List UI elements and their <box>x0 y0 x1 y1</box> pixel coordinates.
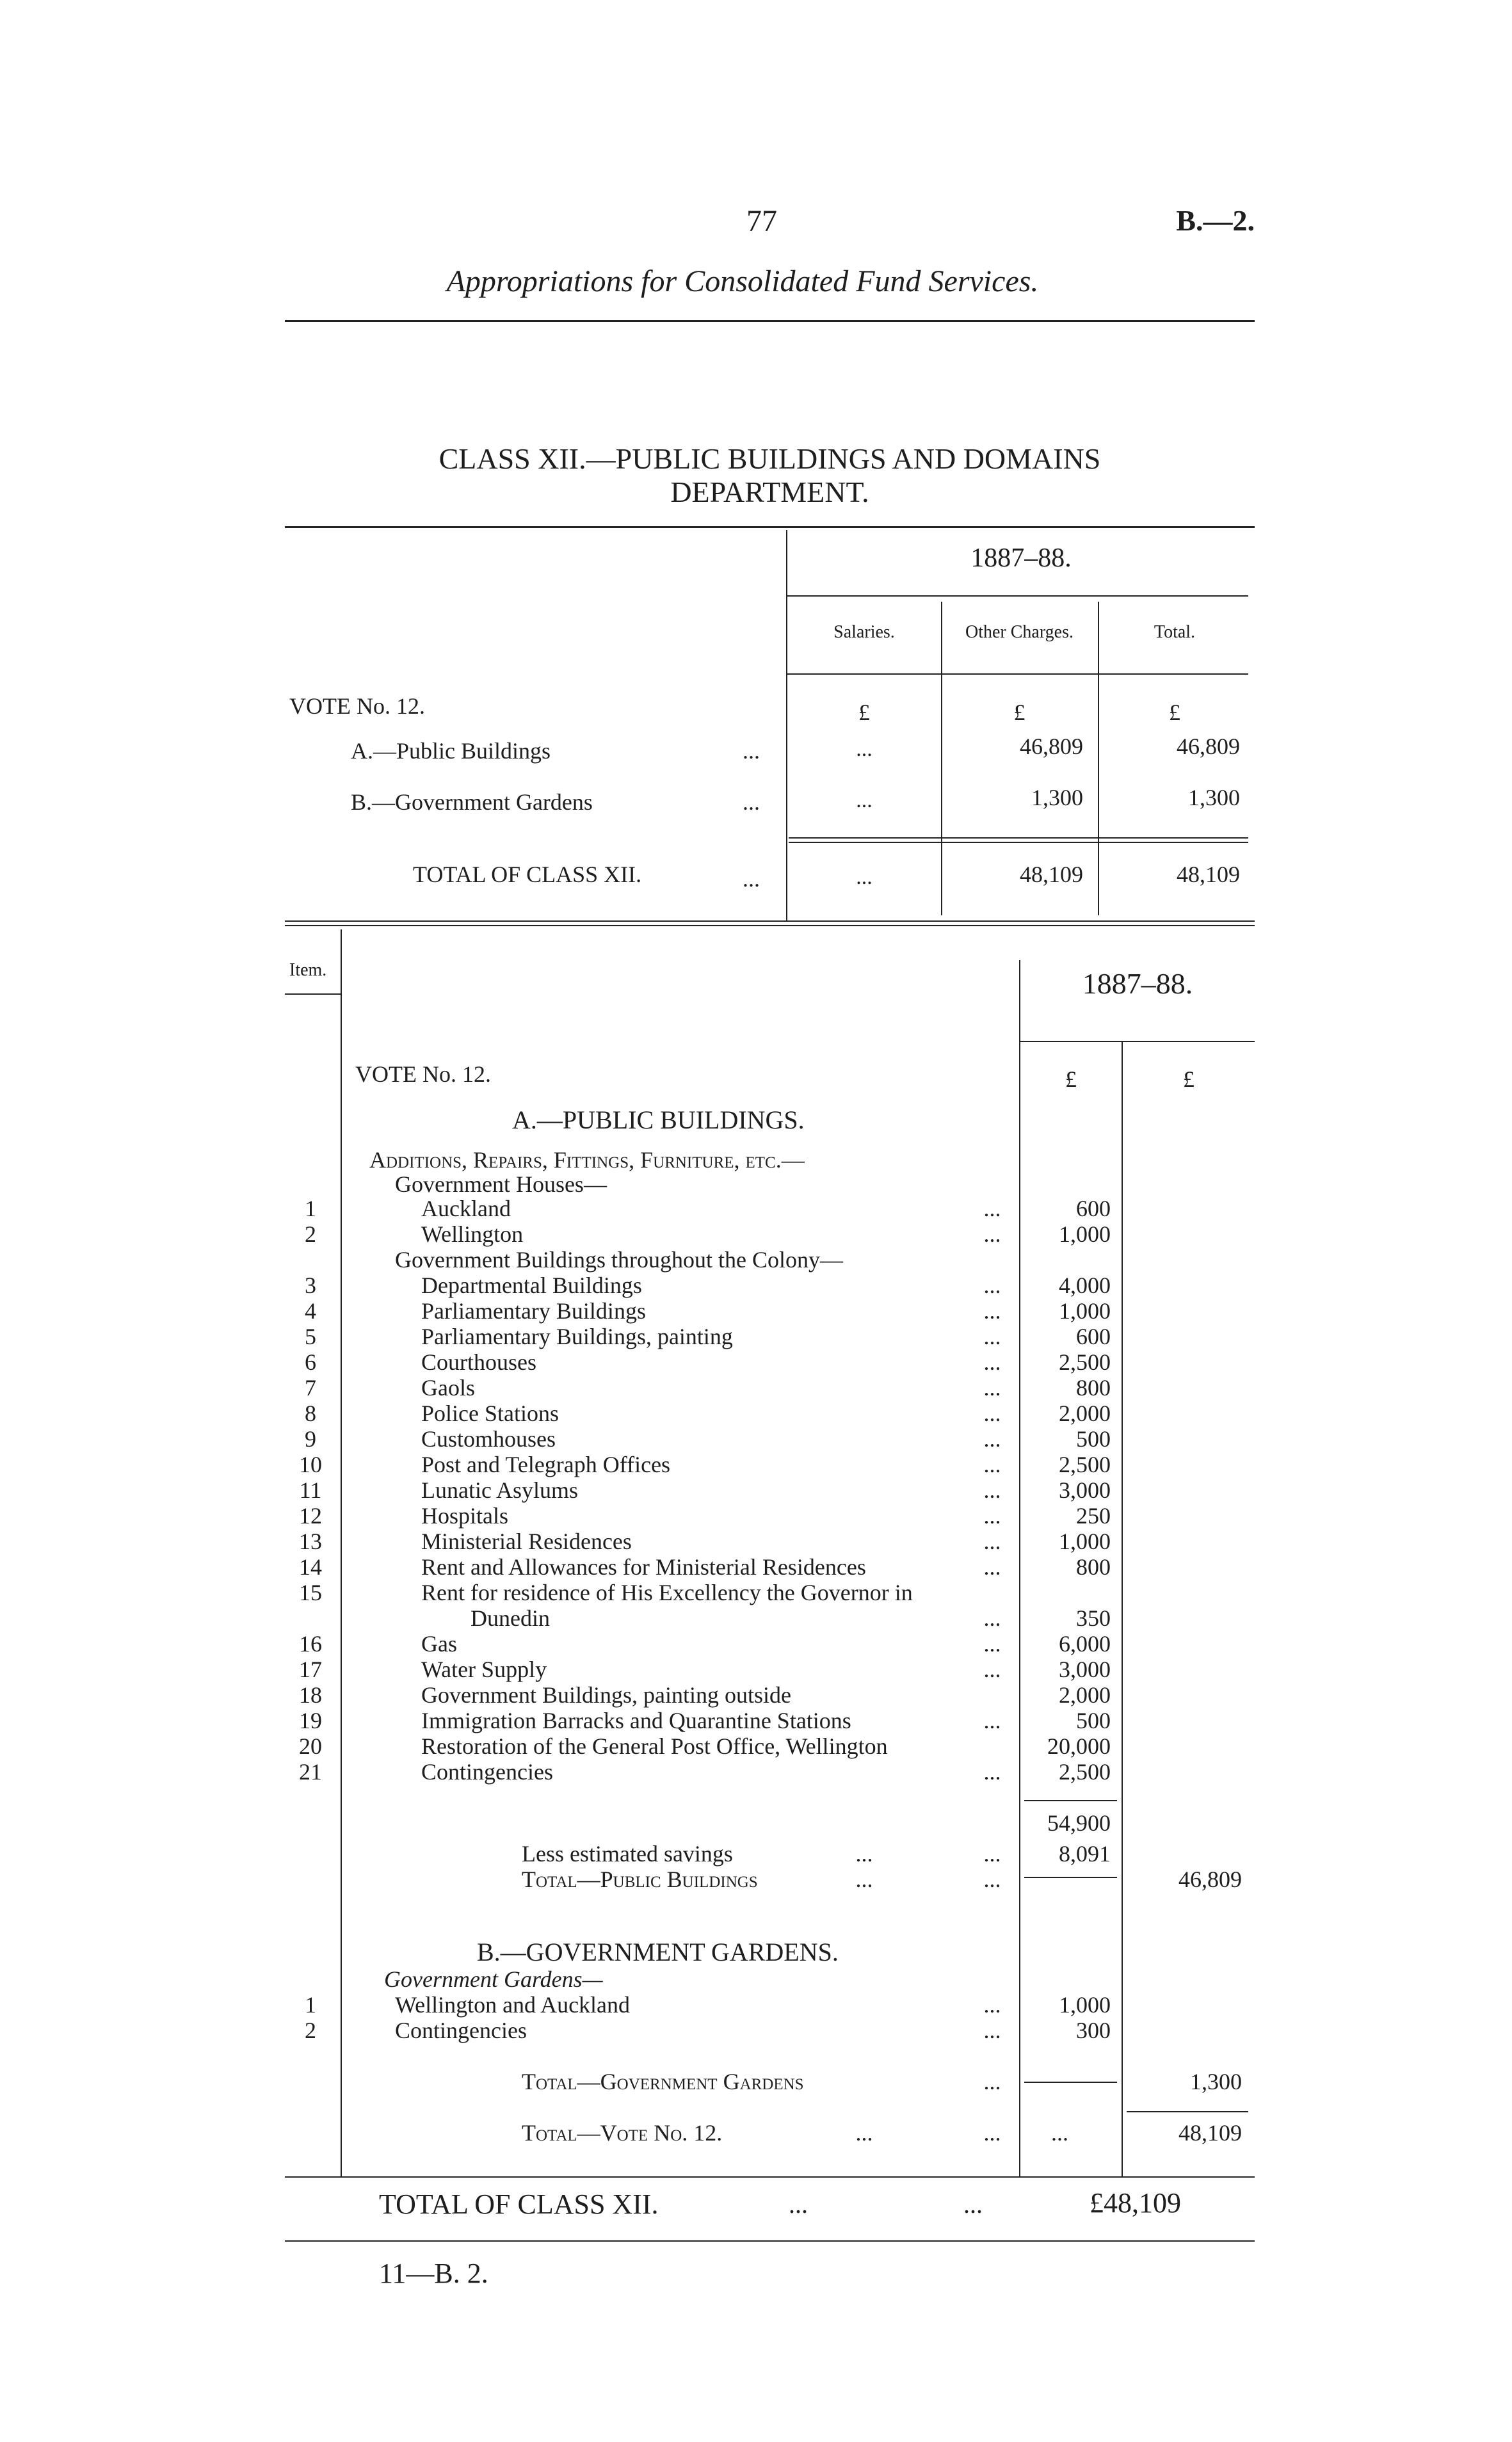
page-reference: 11—B. 2. <box>379 2258 488 2289</box>
list-item <box>0 1992 1255 2018</box>
leader-dots: ... <box>983 2018 1001 2043</box>
item-number: 10 <box>299 1452 322 1477</box>
item-label: Hospitals <box>421 1503 509 1529</box>
item-number: 16 <box>299 1631 322 1657</box>
summary-total-dots: ... <box>743 866 760 892</box>
list-item <box>0 1733 1255 1759</box>
running-title: Appropriations for Consolidated Fund Services. <box>446 264 1039 298</box>
vote-title: VOTE No. 12. <box>355 1061 491 1087</box>
footer-rule <box>285 2240 1255 2242</box>
item-amount: 500 <box>1076 1708 1111 1733</box>
section-a-heading: Additions, Repairs, Fittings, Furniture, etc.— <box>369 1147 805 1173</box>
leader-dots: ... <box>983 1867 1001 1892</box>
total-public-buildings-row <box>0 1867 1255 1892</box>
list-item <box>0 1349 1255 1375</box>
total-gardens-label: Total—Government Gardens <box>522 2069 804 2094</box>
leader-dots: ... <box>983 1401 1001 1426</box>
leader-dots: ... <box>983 1708 1001 1733</box>
section-a-title: A.—PUBLIC BUILDINGS. <box>512 1105 805 1134</box>
list-item <box>0 1759 1255 1785</box>
item-number: 2 <box>305 2018 316 2043</box>
total-public-buildings-amount: 46,809 <box>1178 1867 1242 1892</box>
leader-dots: ... <box>983 1759 1001 1785</box>
item-amount: 3,000 <box>1059 1477 1111 1503</box>
summary-row-salaries: ... <box>856 737 873 761</box>
leader-dots: ... <box>983 1631 1001 1657</box>
item-amount: 2,500 <box>1059 1349 1111 1375</box>
item-amount: 1,000 <box>1059 1529 1111 1554</box>
item-label: Gas <box>421 1631 457 1657</box>
item-amount: 800 <box>1076 1554 1111 1580</box>
leader-dots: ... <box>983 1349 1001 1375</box>
item-label: Gaols <box>421 1375 475 1401</box>
item-amount: 600 <box>1076 1324 1111 1349</box>
item-amount: 500 <box>1076 1426 1111 1452</box>
item-label: Rent and Allowances for Ministerial Residences <box>421 1554 866 1580</box>
item-number: 20 <box>299 1733 322 1759</box>
currency-symbol: £ <box>1065 1066 1077 1092</box>
total-gardens-amount: 1,300 <box>1190 2069 1242 2094</box>
item-amount: 800 <box>1076 1375 1111 1401</box>
item-amount: 1,000 <box>1059 1992 1111 2018</box>
currency-symbol: £ <box>1013 700 1025 725</box>
currency-symbol: £ <box>858 700 870 725</box>
item-amount: 350 <box>1076 1605 1111 1631</box>
summary-row-other: 1,300 <box>1031 785 1083 810</box>
list-item <box>0 1682 1255 1708</box>
leader-dots: ... <box>855 2120 873 2146</box>
leader-dots: ... <box>855 1841 873 1867</box>
government-houses-heading: Government Houses— <box>395 1171 607 1197</box>
list-item <box>0 1401 1255 1426</box>
leader-dots: ... <box>983 1605 1001 1631</box>
item-amount: 600 <box>1076 1196 1111 1221</box>
class-title-line2: DEPARTMENT. <box>670 476 869 508</box>
item-number: 2 <box>305 1221 316 1247</box>
leader-dots: ... <box>983 1554 1001 1580</box>
summary-vote: VOTE No. 12. <box>289 693 425 719</box>
item-number: 6 <box>305 1349 316 1375</box>
item-label: Police Stations <box>421 1401 559 1426</box>
item-amount: 2,000 <box>1059 1682 1111 1708</box>
leader-dots: ... <box>983 1426 1001 1452</box>
summary-total-total: 48,109 <box>1177 862 1240 887</box>
item-number: 1 <box>305 1992 316 2018</box>
list-item <box>0 1631 1255 1657</box>
item-amount: 4,000 <box>1059 1273 1111 1298</box>
item-label: Water Supply <box>421 1657 547 1682</box>
leader-dots: ... <box>983 2069 1001 2094</box>
item-number: 8 <box>305 1401 316 1426</box>
item-label: Lunatic Asylums <box>421 1477 578 1503</box>
leader-dots: ... <box>983 1221 1001 1247</box>
list-item <box>0 1298 1255 1324</box>
item-label: Government Buildings, painting outside <box>421 1682 791 1708</box>
item-column-header: Item. <box>289 960 327 980</box>
list-item <box>0 1375 1255 1401</box>
leader-dots: ... <box>983 1992 1001 2018</box>
summary-row-other: 46,809 <box>1020 734 1083 759</box>
section-b-title: B.—GOVERNMENT GARDENS. <box>477 1938 839 1966</box>
less-savings-amount: 8,091 <box>1059 1841 1111 1867</box>
item-label: Courthouses <box>421 1349 536 1375</box>
leader-dots: ... <box>983 1273 1001 1298</box>
item-amount: 2,500 <box>1059 1452 1111 1477</box>
item-label: Parliamentary Buildings <box>421 1298 646 1324</box>
list-item <box>0 1452 1255 1477</box>
summary-total-label: TOTAL OF CLASS XII. <box>413 862 642 887</box>
item-number: 13 <box>299 1529 322 1554</box>
list-item <box>0 1580 1255 1605</box>
list-item <box>0 1503 1255 1529</box>
summary-row-label: A.—Public Buildings <box>351 738 551 764</box>
detail-year: 1887–88. <box>1082 967 1193 1000</box>
item-number: 4 <box>305 1298 316 1324</box>
item-label: Parliamentary Buildings, painting <box>421 1324 733 1349</box>
leader-dots: ... <box>789 2190 808 2219</box>
summary-row-salaries: ... <box>856 789 873 812</box>
list-item-continuation <box>0 1605 1255 1631</box>
item-amount: 2,000 <box>1059 1401 1111 1426</box>
item-number: 3 <box>305 1273 316 1298</box>
list-item <box>0 2018 1255 2043</box>
total-vote-row <box>0 2120 1255 2146</box>
summary-total-other: 48,109 <box>1020 862 1083 887</box>
currency-symbol: £ <box>1169 700 1180 725</box>
item-number: 11 <box>299 1477 322 1503</box>
item-label: Immigration Barracks and Quarantine Stations <box>421 1708 851 1733</box>
list-item <box>0 1426 1255 1452</box>
leader-dots: ... <box>983 2120 1001 2146</box>
summary-row-total: 46,809 <box>1177 734 1240 759</box>
government-buildings-heading: Government Buildings throughout the Colony— <box>395 1247 843 1273</box>
section-b-heading: Government Gardens— <box>384 1966 603 1992</box>
item-label: Post and Telegraph Offices <box>421 1452 671 1477</box>
item-label: Wellington <box>421 1221 524 1247</box>
list-item <box>0 1529 1255 1554</box>
item-number: 15 <box>299 1580 322 1605</box>
item-number: 17 <box>299 1657 322 1682</box>
item-amount: 2,500 <box>1059 1759 1111 1785</box>
summary-row-dots: ... <box>743 789 760 815</box>
subtotal-amount: 54,900 <box>1047 1810 1111 1836</box>
item-number: 19 <box>299 1708 322 1733</box>
total-public-buildings-label: Total—Public Buildings <box>522 1867 758 1892</box>
header-rule <box>285 320 1255 322</box>
col-total: Total. <box>1154 622 1196 642</box>
item-amount: 300 <box>1076 2018 1111 2043</box>
item-label: Restoration of the General Post Office, Wellington <box>421 1733 888 1759</box>
grand-total-label: TOTAL OF CLASS XII. <box>379 2189 659 2220</box>
item-label: Customhouses <box>421 1426 556 1452</box>
summary-row-dots: ... <box>743 738 760 764</box>
total-vote-amount: 48,109 <box>1178 2120 1242 2146</box>
item-number: 9 <box>305 1426 316 1452</box>
item-label: Contingencies <box>421 1759 553 1785</box>
item-label: Ministerial Residences <box>421 1529 632 1554</box>
page-number: 77 <box>746 204 777 238</box>
leader-dots: ... <box>983 1529 1001 1554</box>
leader-dots: ... <box>983 1298 1001 1324</box>
item-amount: 3,000 <box>1059 1657 1111 1682</box>
leader-dots: ... <box>983 1452 1001 1477</box>
subtotal-row <box>0 1810 1255 1836</box>
item-amount: 20,000 <box>1047 1733 1111 1759</box>
currency-symbol: £ <box>1183 1066 1194 1092</box>
total-vote-other-dots: ... <box>1051 2120 1068 2146</box>
item-label: Departmental Buildings <box>421 1273 642 1298</box>
leader-dots: ... <box>963 2190 983 2219</box>
item-label-continued: Dunedin <box>470 1605 550 1631</box>
list-item <box>0 1554 1255 1580</box>
item-number: 14 <box>299 1554 322 1580</box>
col-other-charges: Other Charges. <box>965 622 1074 642</box>
leader-dots: ... <box>855 1867 873 1892</box>
list-item <box>0 1477 1255 1503</box>
item-amount: 1,000 <box>1059 1298 1111 1324</box>
list-item <box>0 1324 1255 1349</box>
less-savings-label: Less estimated savings <box>522 1841 733 1867</box>
grand-total-amount: £48,109 <box>1090 2187 1181 2219</box>
item-label: Auckland <box>421 1196 511 1221</box>
summary-row-label: B.—Government Gardens <box>351 789 593 815</box>
item-number: 7 <box>305 1375 316 1401</box>
item-number: 5 <box>305 1324 316 1349</box>
item-number: 21 <box>299 1759 322 1785</box>
item-amount: 6,000 <box>1059 1631 1111 1657</box>
leader-dots: ... <box>983 1324 1001 1349</box>
item-label: Contingencies <box>395 2018 527 2043</box>
item-number: 1 <box>305 1196 316 1221</box>
leader-dots: ... <box>983 1375 1001 1401</box>
item-amount: 250 <box>1076 1503 1111 1529</box>
col-salaries: Salaries. <box>833 622 895 642</box>
item-number: 18 <box>299 1682 322 1708</box>
leader-dots: ... <box>983 1841 1001 1867</box>
leader-dots: ... <box>983 1196 1001 1221</box>
item-amount: 1,000 <box>1059 1221 1111 1247</box>
less-savings-row <box>0 1841 1255 1867</box>
summary-row-total: 1,300 <box>1188 785 1240 810</box>
leader-dots: ... <box>983 1477 1001 1503</box>
leader-dots: ... <box>983 1503 1001 1529</box>
list-item <box>0 1657 1255 1682</box>
summary-total-salaries: ... <box>856 865 873 889</box>
list-item <box>0 1221 1255 1247</box>
leader-dots: ... <box>983 1657 1001 1682</box>
item-label: Rent for residence of His Excellency the Governor in <box>421 1580 913 1605</box>
summary-year: 1887–88. <box>970 543 1072 573</box>
total-vote-label: Total—Vote No. 12. <box>522 2120 723 2146</box>
document-code: B.—2. <box>1176 204 1255 237</box>
list-item <box>0 1196 1255 1221</box>
class-title-line1: CLASS XII.—PUBLIC BUILDINGS AND DOMAINS <box>438 442 1101 475</box>
item-number: 12 <box>299 1503 322 1529</box>
list-item <box>0 1273 1255 1298</box>
item-label: Wellington and Auckland <box>395 1992 631 2018</box>
list-item <box>0 1708 1255 1733</box>
